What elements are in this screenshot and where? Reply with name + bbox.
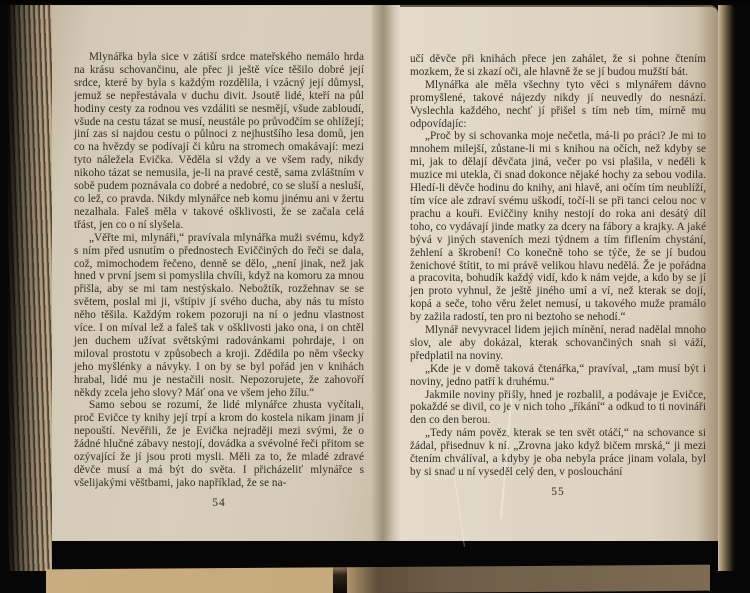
page-number-right: 55 — [551, 485, 565, 498]
paragraph: Mlynářka byla sice v zátiší srdce mateřského nemálo hrda na krásu schovančinu, ale přec ji ještě více těšilo dobré její srdce, které by byla s každým rozdělila, i vzácný její důmysl, jemuž se nepřestávala v duchu divit. Jsoutě lidé, kteří na půl hodiny cesty za rodnou ves vzdáliti se nesmějí, všude zabloudí, všude na cestu tázat se musí, neustále po průvodčím se ohlížejí; jiní zas si najdou cestu o půlnoci z nejhustšího lesa domů, jen co na hvězdy se podívají či kůru na stromech omakávají: mezi tyto náležela Evička. Věděla si vždy a ve všem rady, nikdy nikoho tázat se nemusila, je-li na pravé cestě, sama zvláštním v sobě pudem poznávala co dobré a nedobré, co se sluší a nesluší, co lež, co pravda. Nikdy mlynářce neb komu jinému ani v žertu nezalhala. Faleš měla v takové ošklivosti, že se začala celá třást, jen co o ní slyšela. — [74, 51, 364, 231]
paragraph: „Kde je v domě taková čtenářka,“ pravíval, „tam musí být i noviny, jedno patří k druhému.“ — [410, 362, 706, 388]
paragraph: Mlynář nevyvracel lidem jejich mínění, nerad nadělal mnoho slov, ale aby dokázal, kterak schovančiných snah si váží, předplatil na noviny. — [410, 324, 706, 362]
bottom-page-stack-edge — [46, 565, 710, 593]
paragraph: Jakmile noviny přišly, hned je rozbalil, a podávaje je Evičce, pokaždé se divil, co je v nich toho „říkání“ a odkud to ti novináři den co den berou. — [410, 388, 706, 427]
left-page-text — [74, 51, 364, 490]
left-page — [52, 5, 372, 541]
paragraph: Mlynářka ale měla všechny tyto věci s mlynářem dávno promyšlené, takové nájezdy nikdy jí neuvedly do nesnází. Vyslechla každého, nechť jí přišel s tím neb tím, mírně mu odpovídajíc: — [410, 78, 706, 130]
top-shadow — [0, 0, 750, 6]
right-page-text — [410, 53, 706, 479]
open-book — [8, 5, 735, 571]
paragraph: „Věřte mi, mlynáři,“ pravívala mlynářka muži svému, když s ním před usnutím o přednostech Eviččiných do řeči se dala, což, mimochodem řečeno, denně se dělo, „není jinak, než jak hned v první jsem si pomyslila chvíli, když na komoru za mnou přišla, aby se mi tam nestýskalo. Nebožtík, rozžehnav se se světem, poslal mi ji, vštípiv jí svého ducha, aby nás tu místo něho těšila. Každým rokem pozoruji na ní o jednu vlastnost více. I on míval lež a faleš tak v ošklivosti jako ona, i on chtěl jen duchem užívat světskými radovánkami pohrdaje, i on miloval prostotu v způsobech a kroji. Zdědila po něm všecky jeho myšlénky a návyky. I on by se byl pořád jen v knihách hrabal, lidé mu je nestačili nosit. Nepozorujete, že zahovoří někdy zcela jeho slovy? Máť ona ve všem jeho žílu.“ — [74, 231, 364, 399]
paragraph: Samo sebou se rozumí, že lidé mlynářce zhusta vyčítali, proč Evičce ty knihy její trpí a krom do kostela nikam jinam jí nepouští. Nevěřili, že je Evička nejraději mezi svými, že o žádné hlučné zábavy nestojí, dovádka a svévolné řeči přitom se ozývající že jí jsou proti mysli. Měli za to, že mladé zdravé děvče musí a má být do světa. I přicházeliť mlynářce s všelijakými věštbami, jako například, že se na- — [74, 399, 364, 489]
paragraph: učí děvče při knihách přece jen zahálet, že si pohne čtením mozkem, že si zkazí oči, ale hlavně že se jí budou mužští bát. — [410, 53, 706, 78]
right-page-stack-edge — [718, 5, 735, 571]
paragraph: „Proč by si schovanka moje nečetla, má-li po práci? Je mi to mnohem milejší, zůstane-li mi s knihou na očích, než kdyby se mi, jak to dělají děvčata jiná, večer po vsi plašila, v neděli k muzice mi utekla, či snad dokonce nějaké hochy za sebou vodila. Hledí-li děvče hodinu do knihy, ani hlavě, ani očím tím neublíží, tím více ale zdraví svému uškodí, točí-li se při tanci celou noc v prachu a kouři. Eviččiny knihy nestojí do roka ani desátý díl toho, co vydávají jinde matky za dcery na fábory a krajky. A jaké bývá v jiných staveních mezi týdnem a tím fiflením chystání, žehlení a škrobení! Co konečně toho se týče, že se jí budou ženichové štítit, to mi právě velikou hlavu nedělá. Že je pořádna a pracovita, bohudík každý vidí, kdo k nám vejde, a kdo by se jí jen proto vyhnul, že ještě jiného umí a ví, než kterak se dojí, kopá a seče, toho věru želet nemusí, u takového muže pramálo by zažila radostí, ten pro ni beztoho se nehodí.“ — [410, 130, 706, 324]
book-gutter — [372, 5, 400, 541]
bottom-gutter-crease — [333, 563, 347, 593]
page-number-left: 54 — [212, 496, 226, 509]
paragraph: „Tedy nám pověz, kterak se ten svět otáčí,“ na schovance si žádal, přisednuv k ní. „Zrovna jako když bičem mrská,“ ji mezi čtením chválíval, a kdyby je oba nebyla práce jinam volala, byl by si snad u ní vyseděl celý den, v poslouchání — [410, 427, 706, 478]
right-page — [400, 5, 718, 541]
left-page-stack-edge — [8, 5, 52, 571]
